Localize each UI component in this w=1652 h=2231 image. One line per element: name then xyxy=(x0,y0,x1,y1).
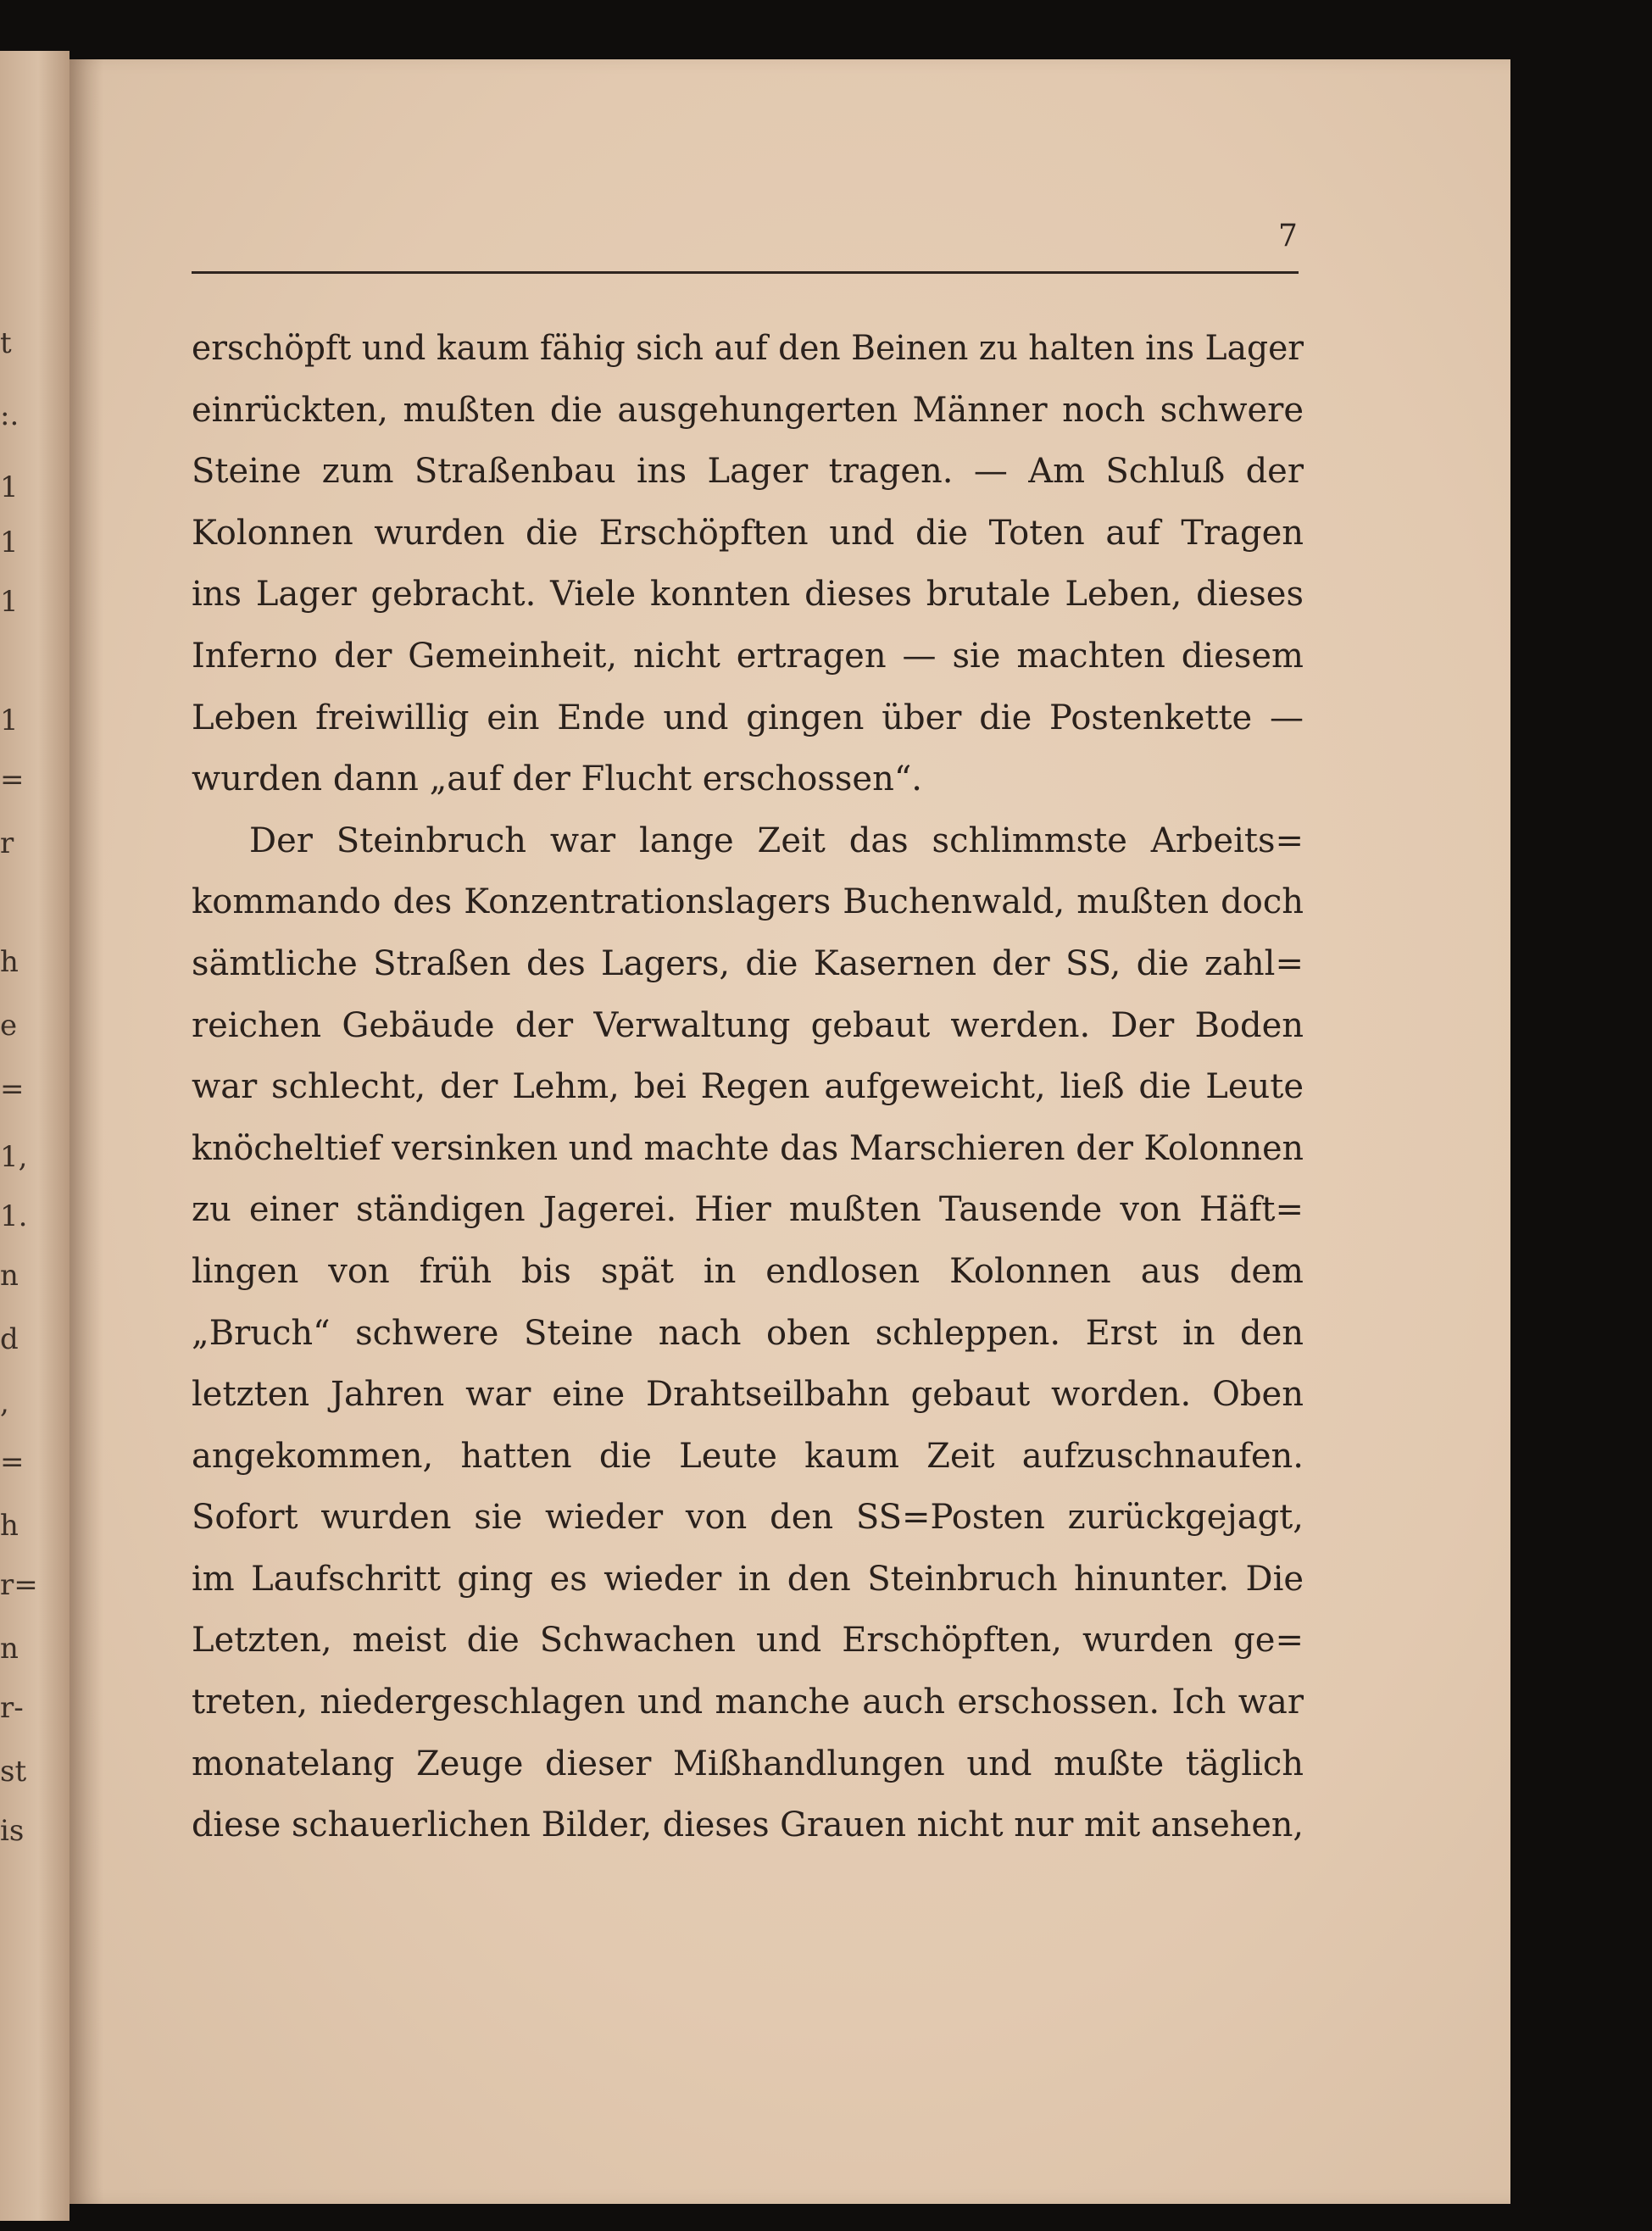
facing-page-fragment: h xyxy=(0,1509,19,1543)
text-line: Sofort wurden sie wieder von den SS=Posten zurückgejagt, xyxy=(192,1498,1304,1538)
text-line: „Bruch“ schwere Steine nach oben schleppen. Erst in den xyxy=(192,1313,1304,1353)
text-line: Der Steinbruch war lange Zeit das schlimmste Arbeits= xyxy=(249,821,1304,860)
facing-page-fragment: d xyxy=(0,1322,19,1356)
text-line: reichen Gebäude der Verwaltung gebaut werden. Der Boden xyxy=(192,1005,1304,1045)
text-line: kommando des Konzentrationslagers Buchenwald, mußten doch xyxy=(192,882,1304,922)
facing-page-fragment: = xyxy=(0,1072,25,1106)
facing-page-fragment: 1 xyxy=(0,585,19,619)
text-line: sämtliche Straßen des Lagers, die Kasernen der SS, die zahl= xyxy=(192,943,1304,983)
facing-page-fragment: r xyxy=(0,826,14,860)
text-line: wurden dann „auf der Flucht erschossen“. xyxy=(192,759,923,799)
text-line: angekommen, hatten die Leute kaum Zeit aufzuschnaufen. xyxy=(192,1436,1304,1476)
text-line: monatelang Zeuge dieser Mißhandlungen und mußte täglich xyxy=(192,1744,1304,1783)
facing-page-fragment: 1 xyxy=(0,526,19,559)
text-line: Leben freiwillig ein Ende und gingen über die Postenkette — xyxy=(192,698,1304,737)
facing-page-fragment: r- xyxy=(0,1691,24,1725)
facing-page-fragment: is xyxy=(0,1814,25,1848)
text-line: war schlecht, der Lehm, bei Regen aufgeweicht, ließ die Leute xyxy=(192,1067,1304,1107)
body-text xyxy=(192,318,1304,1856)
facing-page-fragment: 1 xyxy=(0,704,19,737)
text-line: Inferno der Gemeinheit, nicht ertragen — sie machten diesem xyxy=(192,636,1304,676)
facing-page-fragment: t xyxy=(0,326,12,360)
gutter-shadow xyxy=(70,59,103,2204)
facing-page-fragment: 1. xyxy=(0,1199,28,1233)
text-line: treten, niedergeschlagen und manche auch erschossen. Ich war xyxy=(192,1683,1304,1722)
text-line: knöcheltief versinken und machte das Marschieren der Kolonnen xyxy=(192,1128,1304,1168)
facing-page-fragment: 1, xyxy=(0,1140,28,1174)
text-line: zu einer ständigen Jagerei. Hier mußten Tausende von Häft= xyxy=(192,1190,1304,1230)
facing-page-fragment: = xyxy=(0,763,25,797)
text-line: Steine zum Straßenbau ins Lager tragen. — Am Schluß der xyxy=(192,452,1304,492)
text-line: einrückten, mußten die ausgehungerten Männer noch schwere xyxy=(192,390,1304,430)
text-line: lingen von früh bis spät in endlosen Kolonnen aus dem xyxy=(192,1251,1304,1291)
facing-page-fragment: st xyxy=(0,1755,27,1789)
facing-page-fragment: r= xyxy=(0,1568,38,1602)
facing-page-fragment: 1 xyxy=(0,470,19,504)
facing-page-edge xyxy=(0,51,70,2221)
facing-page-fragment: :. xyxy=(0,398,19,432)
facing-page-fragment: n xyxy=(0,1632,19,1666)
text-line: Kolonnen wurden die Erschöpften und die Toten auf Tragen xyxy=(192,513,1304,553)
facing-page-fragment: e xyxy=(0,1009,18,1043)
text-line: im Laufschritt ging es wieder in den Steinbruch hinunter. Die xyxy=(192,1559,1304,1599)
facing-page-fragment: n xyxy=(0,1259,19,1293)
text-line: erschöpft und kaum fähig sich auf den Beinen zu halten ins Lager xyxy=(192,329,1304,368)
facing-page-fragment: h xyxy=(0,945,19,979)
text-line: letzten Jahren war eine Drahtseilbahn gebaut worden. Oben xyxy=(192,1375,1304,1415)
text-line: ins Lager gebracht. Viele konnten dieses brutale Leben, dieses xyxy=(192,575,1304,615)
text-line: Letzten, meist die Schwachen und Erschöpften, wurden ge= xyxy=(192,1621,1304,1661)
facing-page-fragment: = xyxy=(0,1445,25,1479)
facing-page-fragment: , xyxy=(0,1386,9,1420)
page-number: 7 xyxy=(1278,219,1298,253)
text-line: diese schauerlichen Bilder, dieses Grauen nicht nur mit ansehen, xyxy=(192,1805,1304,1845)
header-rule xyxy=(192,271,1299,274)
